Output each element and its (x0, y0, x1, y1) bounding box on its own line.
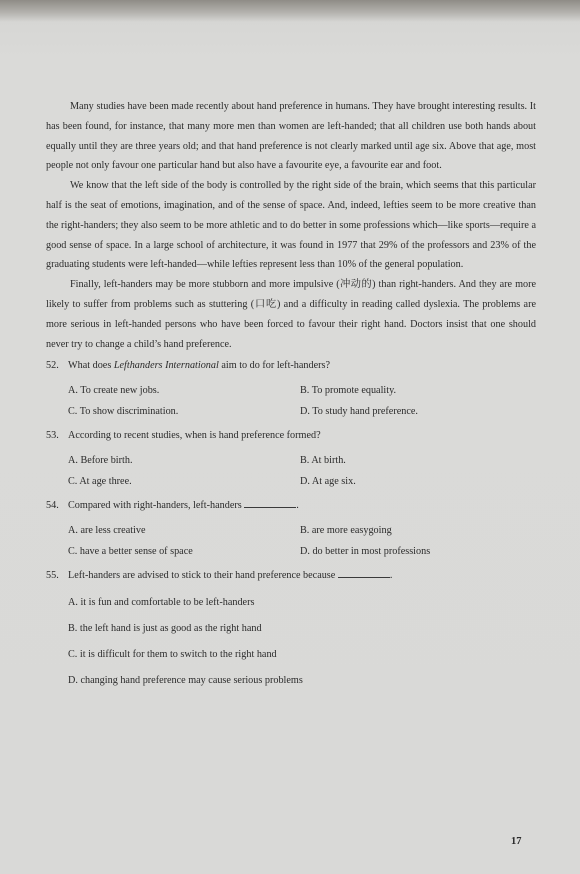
option-d: D. changing hand preference may cause serious problems (68, 674, 303, 686)
stem-text: Compared with right-handers, left-handers (68, 499, 245, 511)
stem-text: What does (68, 360, 114, 372)
answer-blank (338, 568, 390, 578)
question-stem (46, 356, 536, 376)
option-a: A. Before birth. (68, 454, 133, 466)
option-b: B. the left hand is just as good as the right hand (68, 622, 262, 634)
option-c: C. At age three. (68, 475, 132, 487)
question-number: 54. (46, 499, 59, 511)
stem-italic-text: Lefthanders International (113, 360, 219, 372)
page-number: 17 (511, 836, 522, 847)
page-top-shadow (0, 0, 580, 22)
passage-paragraph-1: Many studies have been made recently about hand preference in humans. They have brought interesting results. It has been found, for instance, that many more men than women are left-handed; that all children use both hands about equally until they are three years old; and that hand preference is not clearly marked until age six. Above that age, most people not only favour one particular hand but also have a favourite eye, a favourite ear and foot. (46, 101, 536, 172)
stem-text: According to recent studies, when is hand preference formed? (68, 430, 321, 442)
passage-paragraph-2: We know that the left side of the body is controlled by the right side of the brain, which seems that this particular half is the seat of emotions, imagination, and of the sense of space. And, indeed, lefties seem to be more creative than the right-handers; they also seem to be more athletic and to do better in some professions which—like sports—require a good sense of space. In a large school of architecture, it was found in 1977 that 29% of the professors and 23% of the graduating students were left-handed—while lefties represent less than 10% of the general population. (46, 180, 536, 271)
question-54 (46, 496, 536, 562)
option-c: C. have a better sense of space (68, 545, 193, 557)
option-a: A. To create new jobs. (68, 385, 160, 397)
question-55 (46, 566, 536, 694)
passage-paragraph-3: Finally, left-handers may be more stubborn and more impulsive (冲动的) than right-handers. And they are more likely to suffer from problems such as stuttering (口吃) and a difficulty in reading called dyslexia. The problems are more serious in left-handed persons who have been forced to favour their right hand. Doctors insist that one should never try to change a child’s hand preference. (46, 279, 536, 350)
stem-text-end: . (296, 499, 299, 511)
option-b: B. To promote equality. (300, 385, 397, 397)
option-list (46, 590, 536, 694)
option-d: D. To study hand preference. (300, 406, 418, 418)
question-stem (46, 566, 536, 586)
option-list (46, 380, 536, 422)
question-stem (46, 496, 536, 516)
option-a: A. are less creative (68, 524, 146, 536)
stem-text-end: aim to do for left-handers? (218, 360, 331, 372)
option-b: B. At birth. (300, 454, 346, 466)
option-c: C. it is difficult for them to switch to the right hand (68, 648, 277, 660)
question-52 (46, 356, 536, 422)
stem-text: Left-handers are advised to stick to their hand preference because (68, 569, 338, 581)
option-d: D. do better in most professions (300, 545, 431, 557)
option-list (46, 450, 536, 492)
question-number: 53. (46, 430, 59, 442)
option-c: C. To show discrimination. (68, 406, 179, 418)
question-53 (46, 426, 536, 492)
question-number: 55. (46, 569, 59, 581)
question-number: 52. (46, 360, 59, 372)
stem-text-end: . (389, 569, 393, 581)
question-list (46, 356, 536, 693)
reading-passage (46, 97, 536, 698)
option-list (46, 520, 536, 562)
option-b: B. are more easygoing (300, 524, 392, 536)
answer-blank (244, 498, 296, 508)
option-d: D. At age six. (300, 475, 356, 487)
option-a: A. it is fun and comfortable to be left-handers (68, 596, 255, 608)
question-stem (46, 426, 536, 446)
